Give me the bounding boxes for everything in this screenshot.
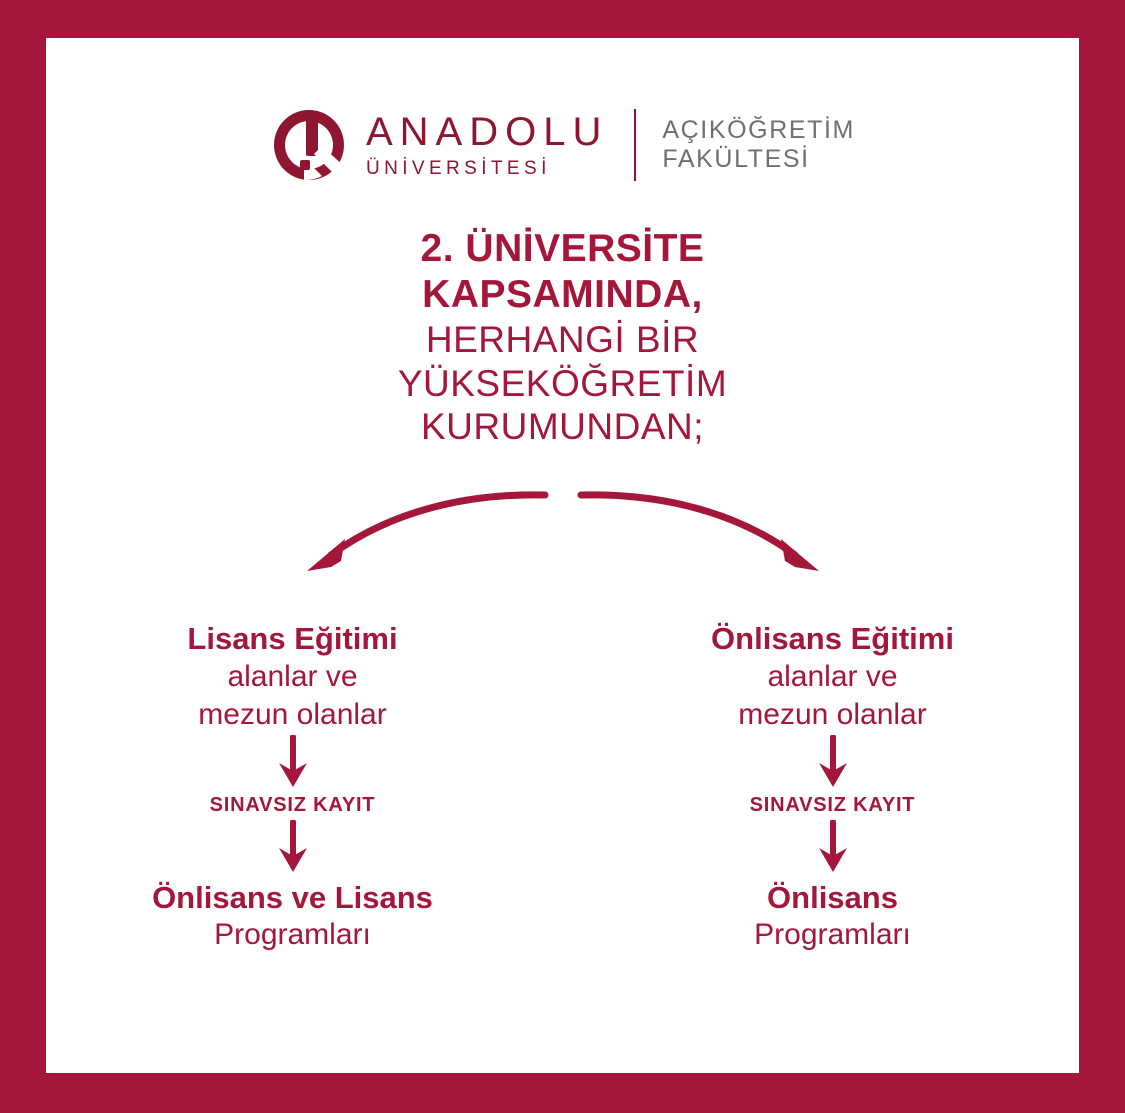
headline-line-2: KAPSAMINDA, [422, 273, 703, 317]
headline-line-5: KURUMUNDAN; [421, 406, 704, 448]
content-card [46, 38, 1079, 1073]
branch-title: Önlisans Eğitimi [711, 621, 954, 656]
down-arrow-icon [128, 817, 458, 879]
branch-columns [46, 620, 1079, 953]
logo-wordmark [366, 112, 608, 178]
logo-faculty-name [662, 116, 855, 175]
branch-subtitle-line-1: alanlar ve [227, 660, 358, 694]
result-subtitle: Programları [214, 918, 371, 952]
logo-lockup [270, 106, 855, 184]
headline-line-3: HERHANGİ BİR [425, 319, 700, 361]
result-subtitle: Programları [754, 918, 911, 952]
faculty-line-2: FAKÜLTESİ [662, 145, 810, 173]
branch-column-left [128, 620, 458, 953]
headline [398, 226, 727, 449]
branch-title: Lisans Eğitimi [187, 621, 398, 656]
branch-subtitle-line-1: alanlar ve [767, 660, 898, 694]
branch-subtitle-line-2: mezun olanlar [738, 697, 927, 731]
step-label: SINAVSIZ KAYIT [749, 793, 916, 816]
headline-line-4: YÜKSEKÖĞRETİM [397, 362, 728, 404]
logo-divider [634, 109, 636, 181]
logo-wordmark-main: ANADOLU [365, 110, 609, 154]
anadolu-universitesi-logo-icon [270, 106, 348, 184]
logo-wordmark-sub: ÜNİVERSİTESİ [365, 158, 551, 179]
result-title: Önlisans [767, 879, 898, 915]
step-label: SINAVSIZ KAYIT [209, 793, 376, 816]
result-title: Önlisans ve Lisans [152, 879, 433, 915]
branch-subtitle-line-2: mezun olanlar [198, 697, 387, 731]
branch-column-right [668, 620, 998, 953]
faculty-line-1: AÇIKÖĞRETİM [662, 115, 855, 144]
down-arrow-icon [128, 732, 458, 794]
headline-line-1: 2. ÜNİVERSİTE [420, 227, 705, 270]
branching-arrows [283, 483, 843, 588]
down-arrow-icon [668, 817, 998, 879]
down-arrow-icon [668, 732, 998, 794]
